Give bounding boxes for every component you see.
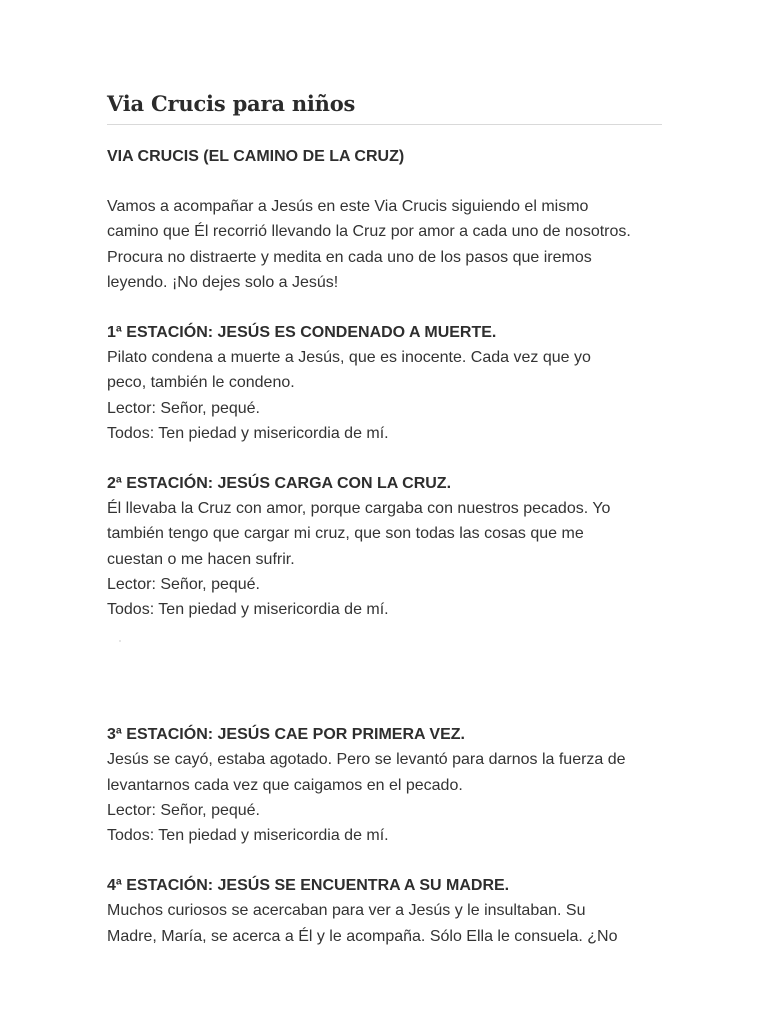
- station-line: Él llevaba la Cruz con amor, porque cargaba con nuestros pecados. Yo: [107, 500, 611, 518]
- station-line: levantarnos cada vez que caigamos en el pecado.: [107, 776, 463, 794]
- station-line: Muchos curiosos se acercaban para ver a Jesús y le insultaban. Su: [107, 902, 586, 920]
- document-title: Via Crucis para niños: [107, 91, 356, 116]
- intro-line: Vamos a acompañar a Jesús en este Via Crucis siguiendo el mismo: [107, 198, 589, 216]
- intro-line: leyendo. ¡No dejes solo a Jesús!: [107, 273, 339, 291]
- todos-line: Todos: Ten piedad y misericordia de mí.: [107, 424, 389, 442]
- faint-mark: [119, 640, 121, 642]
- intro-line: camino que Él recorrió llevando la Cruz por amor a cada uno de nosotros.: [107, 223, 631, 241]
- lector-line: Lector: Señor, pequé.: [107, 801, 260, 819]
- lector-line: Lector: Señor, pequé.: [107, 575, 260, 593]
- lector-line: Lector: Señor, pequé.: [107, 399, 260, 417]
- station-heading: 3ª ESTACIÓN: JESÚS CAE POR PRIMERA VEZ.: [107, 726, 465, 744]
- station-heading: 2ª ESTACIÓN: JESÚS CARGA CON LA CRUZ.: [107, 475, 452, 493]
- blank-space: [107, 622, 662, 697]
- station-line: Madre, María, se acerca a Él y le acompaña. Sólo Ella le consuela. ¿No: [107, 927, 618, 945]
- todos-line: Todos: Ten piedad y misericordia de mí.: [107, 827, 389, 845]
- station-3: [107, 722, 662, 848]
- todos-line: Todos: Ten piedad y misericordia de mí.: [107, 601, 389, 619]
- station-line: también tengo que cargar mi cruz, que son todas las cosas que me: [107, 525, 584, 543]
- station-4: [107, 873, 662, 949]
- station-line: Pilato condena a muerte a Jesús, que es inocente. Cada vez que yo: [107, 349, 591, 367]
- station-line: cuestan o me hacen sufrir.: [107, 550, 295, 568]
- title-divider: [107, 124, 662, 125]
- intro-paragraph: [107, 194, 662, 295]
- station-2: [107, 471, 662, 622]
- intro-line: Procura no distraerte y medita en cada uno de los pasos que iremos: [107, 248, 592, 266]
- station-heading: 4ª ESTACIÓN: JESÚS SE ENCUENTRA A SU MADRE.: [107, 877, 510, 895]
- station-line: Jesús se cayó, estaba agotado. Pero se levantó para darnos la fuerza de: [107, 751, 626, 769]
- station-line: peco, también le condeno.: [107, 374, 295, 392]
- station-1: [107, 320, 662, 446]
- main-heading: VIA CRUCIS (EL CAMINO DE LA CRUZ): [107, 148, 405, 165]
- station-heading: 1ª ESTACIÓN: JESÚS ES CONDENADO A MUERTE.: [107, 324, 497, 342]
- document-page: [107, 88, 662, 949]
